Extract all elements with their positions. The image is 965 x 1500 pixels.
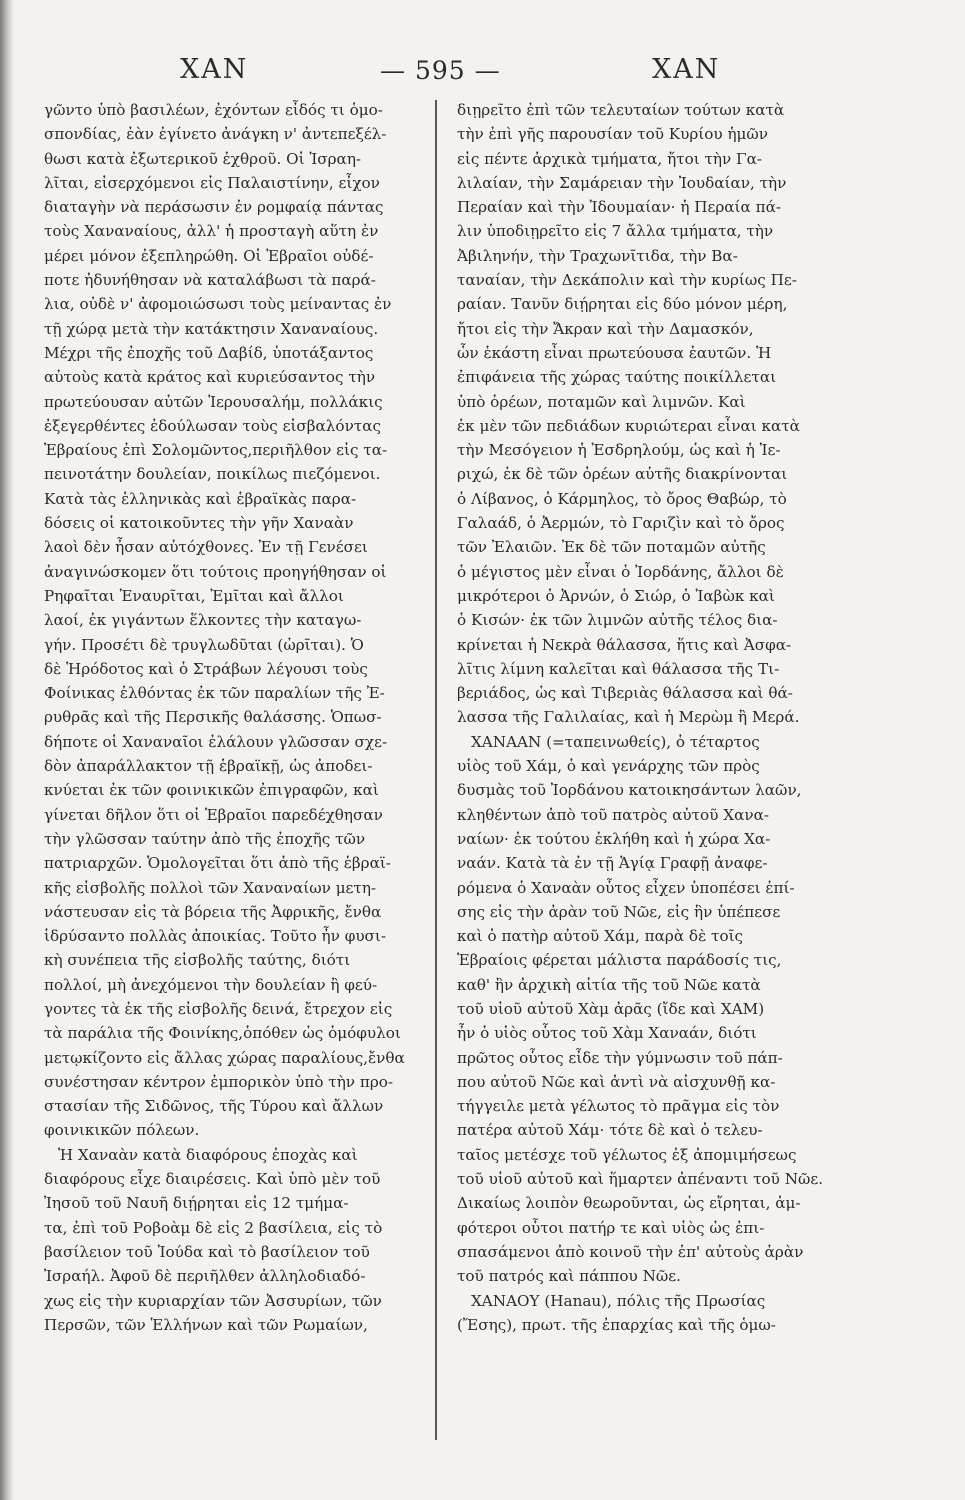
text-line: δὲ Ἡρόδοτος καὶ ὁ Στράβων λέγουσι τοὺς bbox=[44, 659, 368, 678]
text-line: που αὐτοῦ Νῶε καὶ ἀντὶ νὰ αἰσχυνθῇ κα- bbox=[457, 1072, 776, 1091]
text-line: ἱδρύσαντο πολλὰς ἀποικίας. Τοῦτο ἦν φυσι- bbox=[44, 927, 387, 946]
text-line: πολλοί, μὴ ἀνεχόμενοι τὴν δουλείαν ἢ φεύ- bbox=[44, 975, 378, 994]
text-line: τοῦ πατρός καὶ πάππου Νῶε. bbox=[457, 1267, 681, 1286]
text-line: δήποτε οἱ Χαναναῖοι ἐλάλουν γλῶσσαν σχε- bbox=[44, 732, 388, 751]
text-line: λια, οὐδὲ ν' ἀφομοιώσωσι τοὺς μείναντας ἐν bbox=[44, 295, 392, 314]
text-line: σης εἰς τὴν ἀρὰν τοῦ Νῶε, εἰς ἣν ὑπέπεσε bbox=[457, 902, 781, 921]
text-line: τῇ χώρᾳ μετὰ τὴν κατάκτησιν Χαναναίους. bbox=[44, 319, 379, 338]
text-line: κληθέντων ἀπὸ τοῦ πατρὸς αὐτοῦ Χανα- bbox=[457, 805, 769, 824]
text-line: τὴν ἐπὶ γῆς παρουσίαν τοῦ Κυρίου ἡμῶν bbox=[457, 125, 769, 144]
text-line: τοῦ υἱοῦ αὐτοῦ Χὰμ ἀρᾶς (ἴδε καὶ ΧΑΜ) bbox=[457, 999, 765, 1018]
text-line: γήν. Προσέτι δὲ τρυγλωδῦται (ὡρῖται). Ὁ bbox=[44, 635, 364, 654]
text-line: φότεροι οὗτοι πατήρ τε καὶ υἱὸς ὡς ἐπι- bbox=[457, 1218, 765, 1237]
page-edge-shadow bbox=[0, 0, 14, 1500]
text-line: μετῳκίζοντο εἰς ἄλλας χώρας παραλίους,ἔνθα bbox=[44, 1048, 405, 1067]
text-line: ἐπιφάνεια τῆς χώρας ταύτης ποικίλλεται bbox=[457, 368, 777, 387]
text-line: ΧΑΝΑΑΝ (=ταπεινωθείς), ὁ τέταρτος bbox=[471, 732, 760, 751]
text-line: ἦν ὁ υἱὸς οὗτος τοῦ Χὰμ Χαναάν, διότι bbox=[457, 1024, 757, 1043]
text-line: ΧΑΝΑΟΥ (Hanau), πόλις τῆς Πρωσίας bbox=[471, 1291, 766, 1310]
text-line: Περαίαν καὶ τὴν Ἰδουμαίαν· ἡ Περαία πά- bbox=[457, 198, 781, 217]
text-line: ταναίαν, τὴν Δεκάπολιν καὶ τὴν κυρίως Πε- bbox=[457, 271, 797, 290]
text-line: Ρηφαῖται Ἐναυρῖται, Ἐμῖται καὶ ἄλλοι bbox=[44, 586, 344, 605]
text-line: τα, ἐπὶ τοῦ Ροβοὰμ δὲ εἰς 2 βασίλεια, εἰς τὸ bbox=[44, 1218, 383, 1237]
text-line: ριχώ, ἐκ δὲ τῶν ὀρέων αὐτῆς διακρίνονται bbox=[457, 465, 788, 484]
header-right-word: ΧΑΝ bbox=[652, 54, 721, 85]
text-line: κῆς εἰσβολῆς πολλοὶ τῶν Χαναναίων μετη- bbox=[44, 878, 377, 897]
page-header bbox=[0, 48, 965, 92]
text-line: χως εἰς τὴν κυριαρχίαν τῶν Ἀσσυρίων, τῶν bbox=[44, 1291, 382, 1310]
text-line: καὶ ὁ πατὴρ αὐτοῦ Χάμ, παρὰ δὲ τοῖς bbox=[457, 927, 744, 946]
text-line: Μέχρι τῆς ἐποχῆς τοῦ Δαβίδ, ὑποτάξαντος bbox=[44, 343, 374, 362]
text-line: κὴ συνέπεια τῆς εἰσβολῆς ταύτης, διότι bbox=[44, 951, 351, 970]
text-line: πεινοτάτην δουλείαν, ποικίλως πιεζόμενοι. bbox=[44, 465, 381, 484]
text-line: Ἰησοῦ τοῦ Ναυῆ διῄρηται εἰς 12 τμήμα- bbox=[44, 1194, 349, 1213]
text-line: ὁ Λίβανος, ὁ Κάρμηλος, τὸ ὄρος Θαβώρ, τὸ bbox=[457, 489, 787, 508]
text-line: καθ' ἣν ἀρχικὴ αἰτία τῆς τοῦ Νῶε κατὰ bbox=[457, 975, 761, 994]
text-line: Περσῶν, τῶν Ἑλλήνων καὶ τῶν Ρωμαίων, bbox=[44, 1315, 368, 1334]
text-line: ὧν ἑκάστη εἶναι πρωτεύουσα ἑαυτῶν. Ἡ bbox=[457, 343, 772, 362]
text-line: βασίλειον τοῦ Ἰούδα καὶ τὸ βασίλειον τοῦ bbox=[44, 1242, 370, 1261]
text-line: Φοίνικας ἐλθόντας ἐκ τῶν παραλίων τῆς Ἐ- bbox=[44, 684, 385, 703]
text-line: διῃρεῖτο ἐπὶ τῶν τελευταίων τούτων κατὰ bbox=[457, 101, 785, 119]
text-line: λαοί, ἐκ γιγάντων ἕλκοντες τὴν καταγω- bbox=[44, 611, 362, 630]
text-line: Ἑβραίους ἐπὶ Σολομῶντος,περιῆλθον εἰς τα- bbox=[44, 441, 388, 460]
text-line: κρίνεται ἡ Νεκρὰ θάλασσα, ἥτις καὶ Ἀσφα- bbox=[457, 635, 792, 654]
text-line: σπασάμενοι ἀπὸ κοινοῦ τὴν ἐπ' αὐτοὺς ἀρὰν bbox=[457, 1242, 804, 1261]
text-line: Ἑβραίοις φέρεται μάλιστα παράδοσίς τις, bbox=[457, 951, 782, 970]
text-line: ἐξεγερθέντες ἐδούλωσαν τοὺς εἰσβαλόντας bbox=[44, 416, 381, 435]
text-line: Κατὰ τὰς ἑλληνικὰς καὶ ἑβραϊκὰς παρα- bbox=[44, 489, 357, 508]
text-line: σπονδίας, ἐὰν ἐγίνετο ἀνάγκη ν' ἀντεπεξέλ- bbox=[44, 125, 387, 144]
text-line: βεριάδος, ὡς καὶ Τιβεριὰς θάλασσα καὶ θά- bbox=[457, 684, 793, 703]
text-line: μέρει μόνον ἐξεπληρώθη. Οἱ Ἑβραῖοι οὐδέ- bbox=[44, 246, 374, 265]
text-line: ναάν. Κατὰ τὰ ἐν τῇ Ἁγίᾳ Γραφῇ ἀναφε- bbox=[457, 854, 768, 873]
text-line: (Ἔσης), πρωτ. τῆς ἐπαρχίας καὶ τῆς ὁμω- bbox=[457, 1315, 776, 1334]
text-line: κνύεται ἐκ τῶν φοινικικῶν ἐπιγραφῶν, καὶ bbox=[44, 781, 379, 800]
text-line: τήγγειλε μετὰ γέλωτος τὸ πρᾶγμα εἰς τὸν bbox=[457, 1097, 780, 1116]
text-line: τῶν Ἐλαιῶν. Ἐκ δὲ τῶν ποταμῶν αὐτῆς bbox=[457, 538, 766, 557]
text-line: ποτε ἠδυνήθησαν νὰ καταλάβωσι τὰ παρά- bbox=[44, 271, 376, 290]
text-line: ἐκ μὲν τῶν πεδιάδων κυριώτεραι εἶναι κατὰ bbox=[457, 416, 800, 435]
text-line: τὰ παράλια τῆς Φοινίκης,ὁπόθεν ὡς ὁμόφυλοι bbox=[44, 1024, 401, 1043]
text-line: ρυθρᾶς καὶ τῆς Περσικῆς θαλάσσης. Ὁπωσ- bbox=[44, 708, 382, 727]
text-line: εἰς πέντε ἀρχικὰ τμήματα, ἤτοι τὴν Γα- bbox=[457, 149, 762, 168]
text-line: μικρότεροι ὁ Ἀρνών, ὁ Σιώρ, ὁ Ἰαβὼκ καὶ bbox=[457, 586, 775, 605]
text-line: Ἰσραήλ. Ἀφοῦ δὲ περιῆλθεν ἀλληλοδιαδό- bbox=[44, 1267, 366, 1286]
text-line: γῶντο ὑπὸ βασιλέων, ἐχόντων εἶδός τι ὁμο- bbox=[44, 101, 383, 119]
text-line: Γαλαάδ, ὁ Ἀερμών, τὸ Γαριζὶν καὶ τὸ ὄρος bbox=[457, 514, 785, 533]
column-divider bbox=[435, 100, 437, 1440]
text-line: πατριαρχῶν. Ὁμολογεῖται ὅτι ἀπὸ τῆς ἑβραϊ- bbox=[44, 854, 391, 873]
header-left-word: ΧΑΝ bbox=[180, 54, 249, 85]
text-line: τὴν γλῶσσαν ταύτην ἀπὸ τῆς ἐποχῆς τῶν bbox=[44, 829, 366, 848]
text-line: ὁ μέγιστος μὲν εἶναι ὁ Ἰορδάνης, ἄλλοι δὲ bbox=[457, 562, 784, 581]
text-line: λιλαίαν, τὴν Σαμάρειαν τὴν Ἰουδαίαν, τὴν bbox=[457, 173, 787, 192]
text-line: θωσι κατὰ ἐξωτερικοῦ ἐχθροῦ. Οἱ Ἰσραη- bbox=[44, 149, 362, 168]
text-line: ἤτοι εἰς τὴν Ἄκραν καὶ τὴν Δαμασκόν, bbox=[457, 319, 754, 338]
text-line: λαοὶ δὲν ἦσαν αὐτόχθονες. Ἐν τῇ Γενέσει bbox=[44, 538, 368, 557]
text-line: αὐτοὺς κατὰ κράτος καὶ κυριεύσαντος τὴν bbox=[44, 368, 376, 387]
text-line: Ἀβιληνήν, τὴν Τραχωνῖτιδα, τὴν Βα- bbox=[457, 246, 738, 265]
text-line: νάστευσαν εἰς τὰ βόρεια τῆς Ἀφρικῆς, ἔνθα bbox=[44, 902, 382, 921]
text-line: διαφόρους εἶχε διαιρέσεις. Καὶ ὑπὸ μὲν τοῦ bbox=[44, 1170, 381, 1189]
text-line: τοῦ υἱοῦ αὐτοῦ καὶ ἥμαρτεν ἀπέναντι τοῦ Νῶε. bbox=[457, 1170, 824, 1189]
text-line: δυσμὰς τοῦ Ἰορδάνου κατοικησάντων λαῶν, bbox=[457, 781, 802, 800]
text-line: ταῖος μετέσχε τοῦ γέλωτος ἐξ ἀπομιμήσεως bbox=[457, 1145, 797, 1164]
text-line: τὴν Μεσόγειον ἡ Ἐσδρηλούμ, ὡς καὶ ἡ Ἱε- bbox=[457, 441, 781, 460]
text-line: στασίαν τῆς Σιδῶνος, τῆς Τύρου καὶ ἄλλων bbox=[44, 1097, 384, 1116]
text-line: δὸν ἀπαράλλακτον τῇ ἑβραϊκῇ, ὡς ἀποδει- bbox=[44, 757, 373, 776]
text-line: ραίαν. Τανῦν διῄρηται εἰς δύο μόνον μέρη, bbox=[457, 295, 788, 314]
text-line: δόσεις οἱ κατοικοῦντες τὴν γῆν Χαναὰν bbox=[44, 514, 354, 533]
text-line: ναίων· ἐκ τούτου ἐκλήθη καὶ ἡ χώρα Χα- bbox=[457, 829, 771, 848]
text-line: Δικαίως λοιπὸν θεωροῦνται, ὡς εἴρηται, ἀμ- bbox=[457, 1194, 801, 1213]
text-line: ἀναγινώσκομεν ὅτι τούτοις προηγήθησαν οἱ bbox=[44, 562, 387, 581]
text-line: φοινικικῶν πόλεων. bbox=[44, 1121, 200, 1140]
text-line: λῖται, εἰσερχόμενοι εἰς Παλαιστίνην, εἶχον bbox=[44, 173, 380, 192]
text-line: ὑπὸ ὀρέων, ποταμῶν καὶ λιμνῶν. Καὶ bbox=[457, 392, 746, 411]
text-line: λῖτις λίμνη καλεῖται καὶ θάλασσα τῆς Τι- bbox=[457, 659, 780, 678]
text-line: υἱὸς τοῦ Χάμ, ὁ καὶ γενάρχης τῶν πρὸς bbox=[457, 757, 760, 776]
text-line: γοντες τὰ ἐκ τῆς εἰσβολῆς δεινά, ἔτρεχον εἰς bbox=[44, 999, 393, 1018]
text-line: λασσα τῆς Γαλιλαίας, καὶ ἡ Μερὼμ ἢ Μερά. bbox=[457, 708, 800, 727]
right-column bbox=[457, 98, 842, 1337]
text-line: διαταγὴν νὰ περάσωσιν ἐν ρομφαίᾳ πάντας bbox=[44, 198, 384, 217]
text-line: πρῶτος οὗτος εἶδε τὴν γύμνωσιν τοῦ πάπ- bbox=[457, 1048, 783, 1067]
text-line: ὁ Κισών· ἐκ τῶν λιμνῶν αὐτῆς τέλος δια- bbox=[457, 611, 778, 630]
text-line: πρωτεύουσαν αὐτῶν Ἱερουσαλήμ, πολλάκις bbox=[44, 392, 383, 411]
text-line: ρόμενα ὁ Χαναὰν οὗτος εἶχεν ὑποπέσει ἐπί- bbox=[457, 878, 795, 897]
left-column bbox=[44, 98, 429, 1337]
text-line: τοὺς Χαναναίους, ἀλλ' ἡ προσταγὴ αὕτη ἐν bbox=[44, 222, 379, 241]
text-line: γίνεται δῆλον ὅτι οἱ Ἑβραῖοι παρεδέχθησαν bbox=[44, 805, 383, 824]
text-line: πατέρα αὐτοῦ Χάμ· τότε δὲ καὶ ὁ τελευ- bbox=[457, 1121, 763, 1140]
text-line: συνέστησαν κέντρον ἐμπορικὸν ὑπὸ τὴν προ- bbox=[44, 1072, 394, 1091]
page-number: — 595 — bbox=[380, 56, 501, 85]
text-line: λιν ὑποδιῃρεῖτο εἰς 7 ἄλλα τμήματα, τὴν bbox=[457, 222, 774, 241]
text-line: Ἡ Χαναὰν κατὰ διαφόρους ἐποχὰς καὶ bbox=[58, 1145, 358, 1164]
